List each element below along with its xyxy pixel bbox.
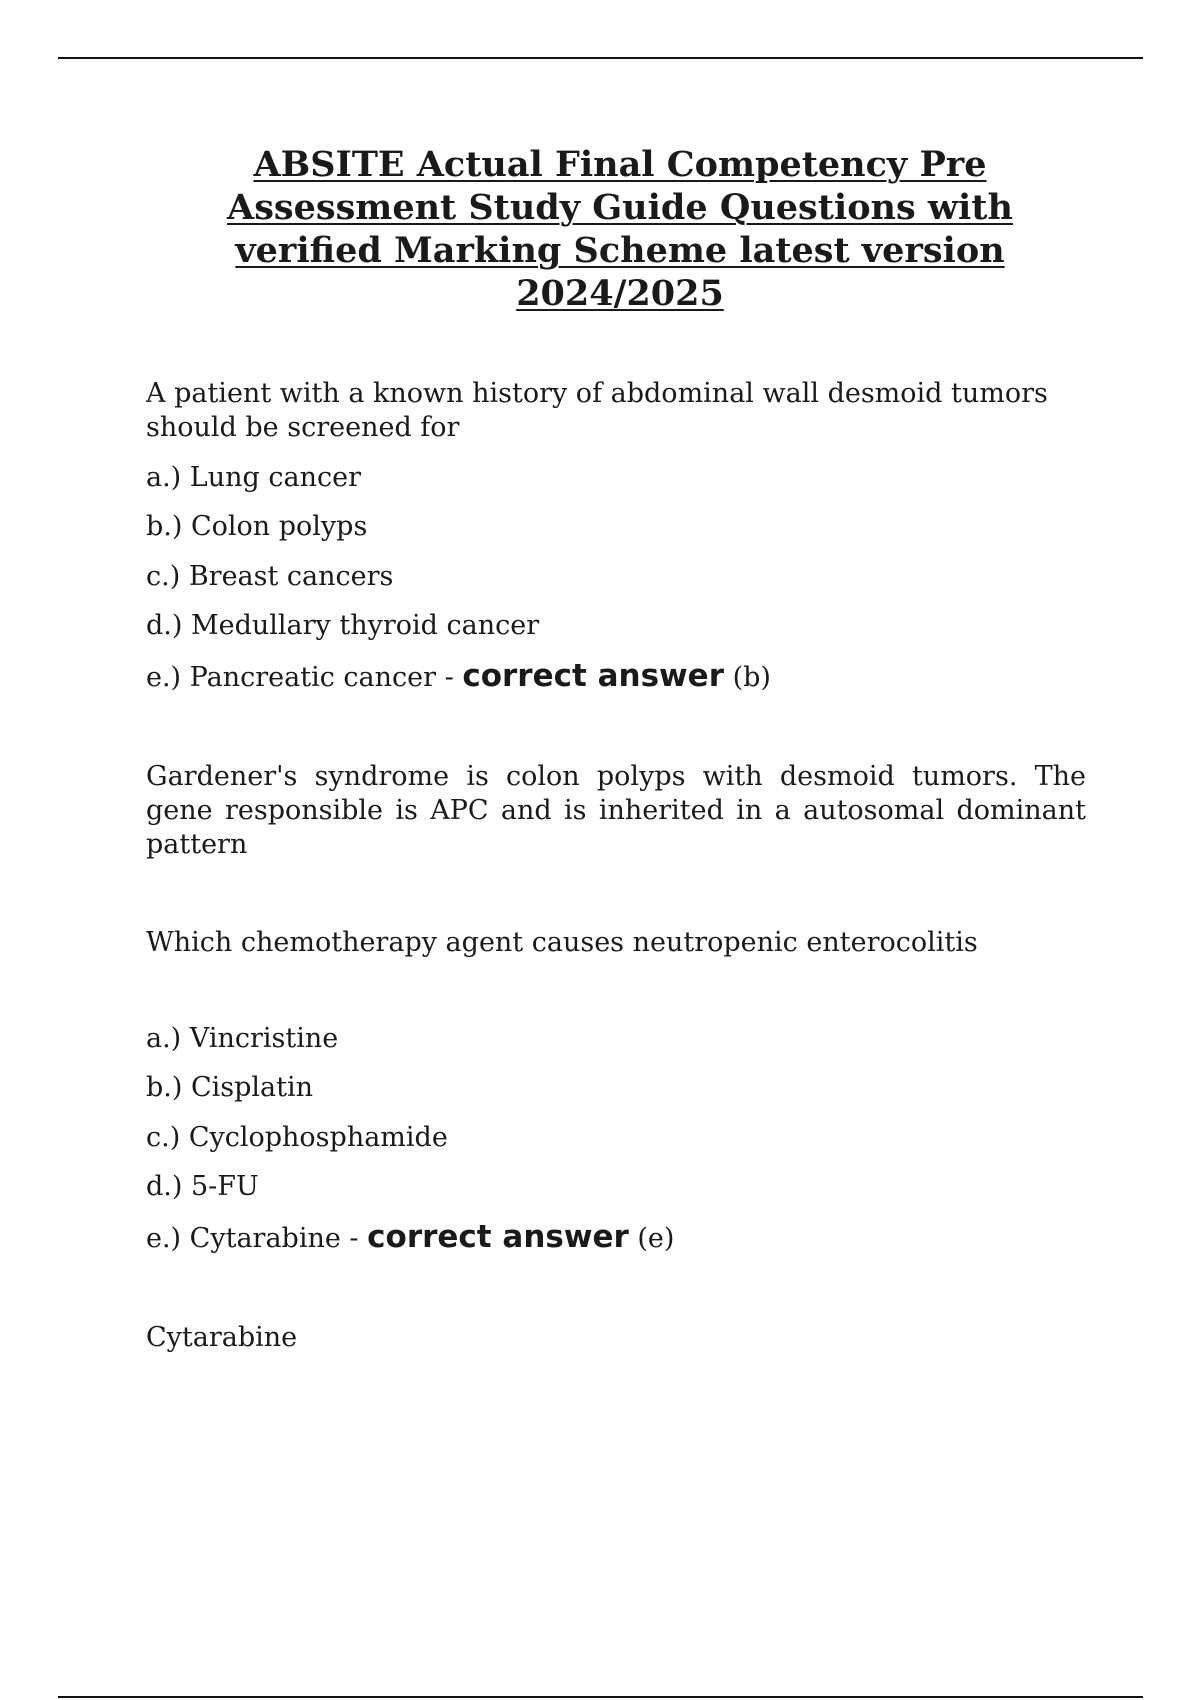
question-1-correct-label: correct answer — [462, 658, 724, 694]
question-1-option-c: c.) Breast cancers — [146, 561, 394, 592]
document-title: ABSITE Actual Final Competency Pre Assessment Study Guide Questions with verified Marking Scheme latest version 2024/2025 — [227, 144, 1013, 314]
question-1-option-e-row — [146, 659, 771, 695]
question-2-explanation: Cytarabine — [146, 1322, 298, 1353]
question-2-option-c: c.) Cyclophosphamide — [146, 1122, 448, 1153]
question-2-option-e: e.) Cytarabine - — [146, 1223, 359, 1254]
question-2-option-e-row — [146, 1220, 674, 1256]
question-1-correct-value: (b) — [732, 662, 771, 693]
header-rule — [58, 57, 1143, 59]
question-2-option-d: d.) 5-FU — [146, 1171, 259, 1202]
question-1-option-a: a.) Lung cancer — [146, 462, 361, 493]
footer-rule — [58, 1696, 1143, 1698]
question-2-correct-label: correct answer — [367, 1219, 629, 1255]
question-1-explanation: Gardener's syndrome is colon polyps with desmoid tumors. The gene responsible is APC and is inherited in a autosomal dominant pattern — [146, 761, 1086, 860]
question-1-stem: A patient with a known history of abdominal wall desmoid tumors should be screened for — [146, 378, 1048, 443]
question-1-option-b: b.) Colon polyps — [146, 511, 368, 542]
question-2-option-a: a.) Vincristine — [146, 1023, 339, 1054]
question-1-option-d: d.) Medullary thyroid cancer — [146, 610, 540, 641]
question-1-option-e: e.) Pancreatic cancer - — [146, 662, 454, 693]
question-2-correct-value: (e) — [637, 1223, 675, 1254]
question-2-stem: Which chemotherapy agent causes neutropenic enterocolitis — [146, 927, 978, 958]
question-2-option-b: b.) Cisplatin — [146, 1072, 314, 1103]
